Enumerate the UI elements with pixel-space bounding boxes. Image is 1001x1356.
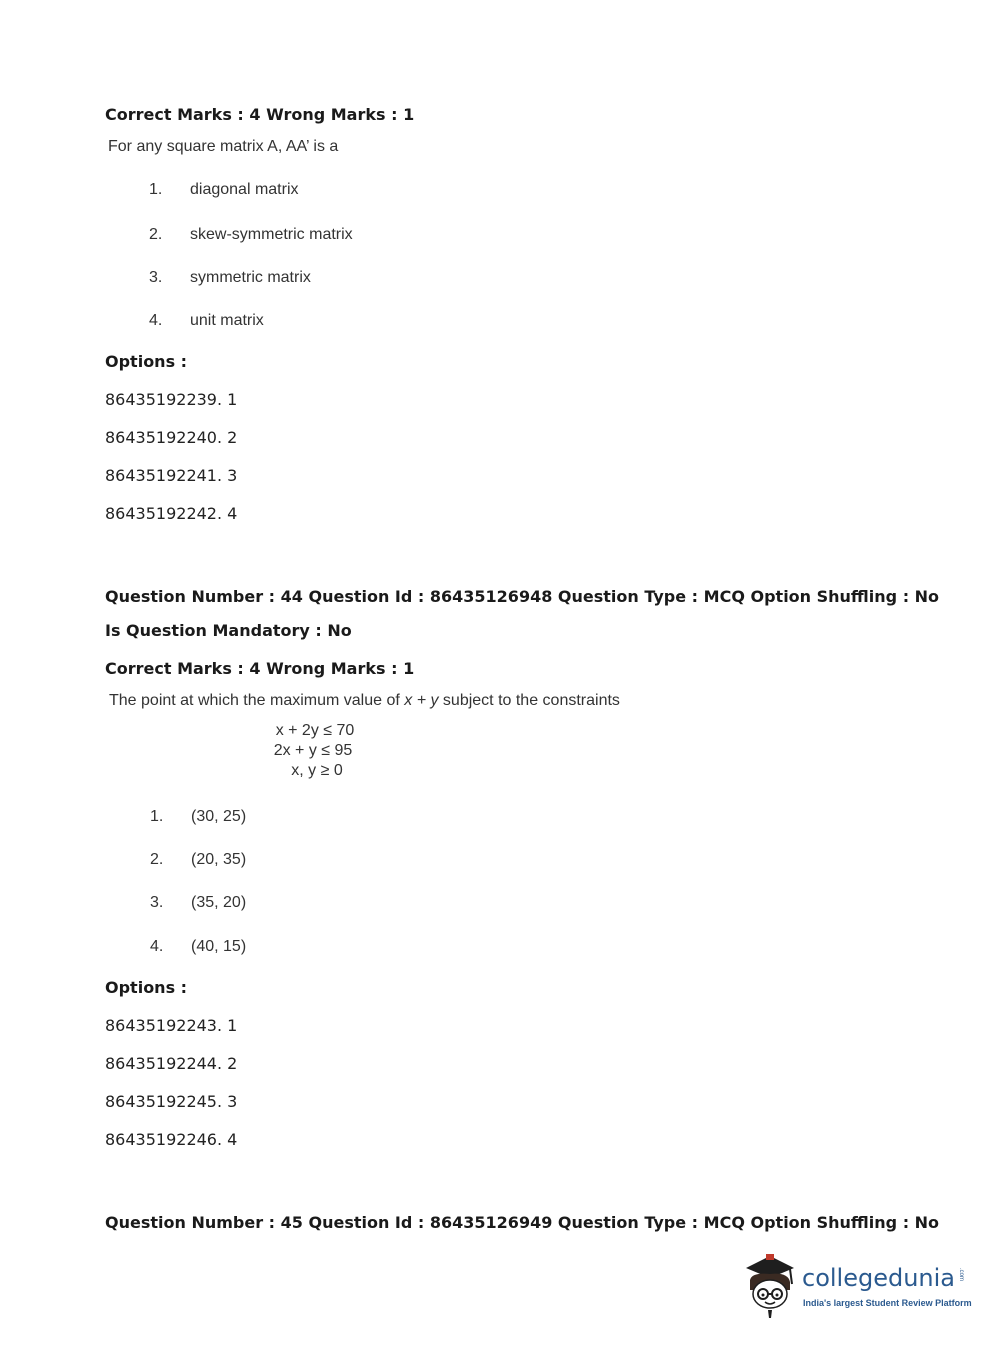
q44-constraint-1: x + 2y ≤ 70	[275, 722, 355, 739]
mascot-icon	[740, 1250, 800, 1320]
q43-option-2: 86435192240. 2	[105, 428, 238, 447]
q44-choice-3-number: 3.	[150, 894, 164, 911]
q44-constraint-2: 2x + y ≤ 95	[273, 742, 353, 759]
q43-marks: Correct Marks : 4 Wrong Marks : 1	[105, 105, 415, 124]
q43-question-text: For any square matrix A, AA’ is a	[108, 138, 339, 155]
q44-option-4: 86435192246. 4	[105, 1130, 238, 1149]
q43-choice-3-number: 3.	[149, 269, 163, 286]
q44-choice-4-text: (40, 15)	[191, 938, 247, 955]
q44-option-2: 86435192244. 2	[105, 1054, 238, 1073]
q44-choice-2-number: 2.	[150, 851, 164, 868]
q44-choice-1-text: (30, 25)	[191, 808, 247, 825]
collegedunia-logo[interactable]	[740, 1250, 970, 1320]
q43-options-label: Options :	[105, 352, 188, 371]
q43-choice-1-number: 1.	[149, 181, 163, 198]
logo-domain-suffix: .com	[958, 1268, 964, 1282]
q43-option-1: 86435192239. 1	[105, 390, 238, 409]
q44-question-expression: x + y	[404, 692, 439, 709]
q43-choice-1-text: diagonal matrix	[190, 181, 299, 198]
q44-header: Question Number : 44 Question Id : 86435126948 Question Type : MCQ Option Shuffling : No	[105, 587, 940, 606]
q45-header: Question Number : 45 Question Id : 86435126949 Question Type : MCQ Option Shuffling : No	[105, 1213, 940, 1232]
q44-options-label: Options :	[105, 978, 188, 997]
q43-choice-4-text: unit matrix	[190, 312, 264, 329]
q44-question-text	[109, 692, 620, 710]
q43-choice-4-number: 4.	[149, 312, 163, 329]
q44-choice-3-text: (35, 20)	[191, 894, 247, 911]
q44-question-suffix: subject to the constraints	[438, 692, 620, 709]
logo-tagline: India's largest Student Review Platform	[803, 1298, 972, 1308]
q43-option-3: 86435192241. 3	[105, 466, 238, 485]
q44-option-3: 86435192245. 3	[105, 1092, 238, 1111]
q43-option-4: 86435192242. 4	[105, 504, 238, 523]
q43-choice-2-text: skew-symmetric matrix	[190, 226, 353, 243]
q44-marks: Correct Marks : 4 Wrong Marks : 1	[105, 659, 415, 678]
q44-choice-4-number: 4.	[150, 938, 164, 955]
logo-wordmark: collegedunia	[802, 1264, 956, 1292]
q44-mandatory: Is Question Mandatory : No	[105, 621, 352, 640]
q44-option-1: 86435192243. 1	[105, 1016, 238, 1035]
q44-choice-1-number: 1.	[150, 808, 164, 825]
q44-question-prefix: The point at which the maximum value of	[109, 692, 405, 709]
q44-choice-2-text: (20, 35)	[191, 851, 247, 868]
q44-constraint-3: x, y ≥ 0	[291, 762, 343, 779]
q43-choice-3-text: symmetric matrix	[190, 269, 311, 286]
q43-choice-2-number: 2.	[149, 226, 163, 243]
